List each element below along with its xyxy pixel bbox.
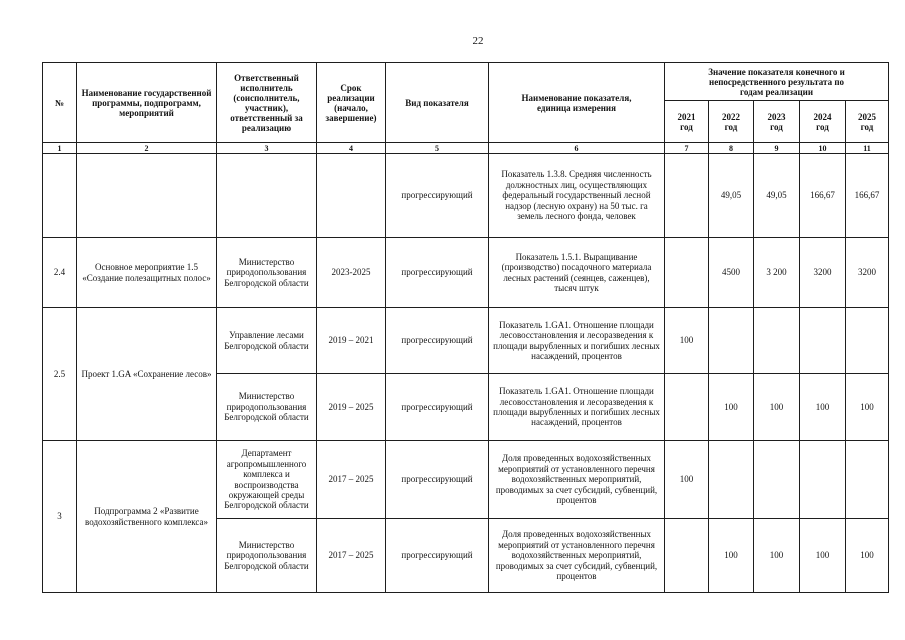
cell-value-2025 (846, 308, 889, 374)
cell-value-2025: 3200 (846, 238, 889, 308)
cell-value-2021: 100 (665, 308, 709, 374)
header-year (754, 101, 800, 143)
year-label: 2022 год (722, 111, 740, 132)
table-row (43, 154, 889, 238)
cell-num: 3 (43, 441, 77, 593)
year-label: 2024 год (813, 111, 832, 132)
header-responsible: Ответственный исполнитель (соисполнитель, участник), ответственный за реализацию (217, 63, 317, 143)
cell-term (317, 154, 386, 238)
column-number: 11 (846, 143, 889, 154)
cell-num: 2.5 (43, 308, 77, 441)
cell-value-2023: 100 (754, 519, 800, 593)
cell-indicator-type: прогрессирующий (386, 238, 489, 308)
cell-value-2022 (709, 441, 754, 519)
cell-value-2021 (665, 374, 709, 441)
cell-value-2023 (754, 308, 800, 374)
cell-value-2022: 100 (709, 519, 754, 593)
cell-value-2024 (800, 441, 846, 519)
column-number: 3 (217, 143, 317, 154)
cell-value-2021 (665, 238, 709, 308)
indicators-table (42, 62, 889, 593)
cell-indicator-name: Показатель 1.GA1. Отношение площади лесовосстановления и лесоразведения к площади вырубленных и погибших лесных насаждений, процентов (489, 308, 665, 374)
header-year (800, 101, 846, 143)
cell-indicator-type: прогрессирующий (386, 519, 489, 593)
cell-responsible: Министерство природопользования Белгородской области (217, 238, 317, 308)
column-number: 9 (754, 143, 800, 154)
cell-program-name (77, 154, 217, 238)
cell-value-2021 (665, 154, 709, 238)
header-year (709, 101, 754, 143)
column-number: 1 (43, 143, 77, 154)
page-number: 22 (472, 35, 484, 47)
header-year (665, 101, 709, 143)
cell-value-2024: 100 (800, 519, 846, 593)
cell-value-2024: 3200 (800, 238, 846, 308)
cell-value-2025: 166,67 (846, 154, 889, 238)
header-indicator-name: Наименование показателя, единица измерения (489, 63, 665, 143)
cell-indicator-name: Показатель 1.3.8. Средняя численность должностных лиц, осуществляющих федеральный государственный лесной надзор (лесную охрану) на 50 тыс. га земель лесного фонда, человек (489, 154, 665, 238)
year-label: 2023 год (767, 111, 786, 132)
cell-value-2023: 3 200 (754, 238, 800, 308)
year-label: 2021 год (677, 111, 696, 132)
cell-indicator-type: прогрессирующий (386, 374, 489, 441)
cell-program-name: Проект 1.GA «Сохранение лесов» (77, 308, 217, 441)
cell-value-2024: 100 (800, 374, 846, 441)
cell-num (43, 154, 77, 238)
cell-value-2025: 100 (846, 374, 889, 441)
cell-value-2022: 100 (709, 374, 754, 441)
cell-indicator-type: прогрессирующий (386, 154, 489, 238)
cell-value-2021 (665, 519, 709, 593)
column-number: 4 (317, 143, 386, 154)
cell-term: 2017 – 2025 (317, 519, 386, 593)
cell-responsible: Управление лесами Белгородской области (217, 308, 317, 374)
year-label: 2025 год (858, 111, 876, 132)
cell-term: 2019 – 2021 (317, 308, 386, 374)
cell-value-2023 (754, 441, 800, 519)
column-number: 2 (77, 143, 217, 154)
cell-responsible: Департамент агропромышленного комплекса и воспроизводства окружающей среды Белгородской области (217, 441, 317, 519)
table-row (43, 441, 889, 519)
cell-term: 2023-2025 (317, 238, 386, 308)
cell-indicator-name: Доля проведенных водохозяйственных мероприятий от установленного перечня водохозяйственных мероприятий, проводимых за счет субсидий, субвенций, процентов (489, 441, 665, 519)
column-number: 10 (800, 143, 846, 154)
cell-responsible (217, 154, 317, 238)
cell-value-2021: 100 (665, 441, 709, 519)
cell-indicator-name: Доля проведенных водохозяйственных мероприятий от установленного перечня водохозяйственных мероприятий, проводимых за счет субсидий, субвенций, процентов (489, 519, 665, 593)
cell-term: 2017 – 2025 (317, 441, 386, 519)
cell-value-2022: 49,05 (709, 154, 754, 238)
cell-program-name: Основное мероприятие 1.5 «Создание полезащитных полос» (77, 238, 217, 308)
cell-indicator-name: Показатель 1.GA1. Отношение площади лесовосстановления и лесоразведения к площади вырубленных и погибших лесных насаждений, процентов (489, 374, 665, 441)
cell-value-2025 (846, 441, 889, 519)
cell-value-2024 (800, 308, 846, 374)
cell-value-2025: 100 (846, 519, 889, 593)
cell-term: 2019 – 2025 (317, 374, 386, 441)
cell-value-2023: 100 (754, 374, 800, 441)
column-number: 5 (386, 143, 489, 154)
cell-indicator-name: Показатель 1.5.1. Выращивание (производство) посадочного материала лесных растений (сеянцев, саженцев), тысяч штук (489, 238, 665, 308)
column-numbers-row (43, 143, 889, 154)
cell-value-2024: 166,67 (800, 154, 846, 238)
table-row (43, 308, 889, 374)
header-term: Срок реализации (начало, завершение) (317, 63, 386, 143)
cell-num: 2.4 (43, 238, 77, 308)
cell-value-2023: 49,05 (754, 154, 800, 238)
cell-responsible: Министерство природопользования Белгородской области (217, 519, 317, 593)
cell-value-2022 (709, 308, 754, 374)
cell-indicator-type: прогрессирующий (386, 441, 489, 519)
header-row (43, 63, 889, 101)
cell-responsible: Министерство природопользования Белгородской области (217, 374, 317, 441)
header-num: № (43, 63, 77, 143)
header-program-name: Наименование государственной программы, подпрограмм, мероприятий (77, 63, 217, 143)
cell-program-name: Подпрограмма 2 «Развитие водохозяйственного комплекса» (77, 441, 217, 593)
cell-indicator-type: прогрессирующий (386, 308, 489, 374)
column-number: 6 (489, 143, 665, 154)
header-indicator-type: Вид показателя (386, 63, 489, 143)
column-number: 8 (709, 143, 754, 154)
table-row (43, 238, 889, 308)
header-year (846, 101, 889, 143)
cell-value-2022: 4500 (709, 238, 754, 308)
header-values-group: Значение показателя конечного и непосредственного результата по годам реализации (665, 63, 889, 101)
column-number: 7 (665, 143, 709, 154)
